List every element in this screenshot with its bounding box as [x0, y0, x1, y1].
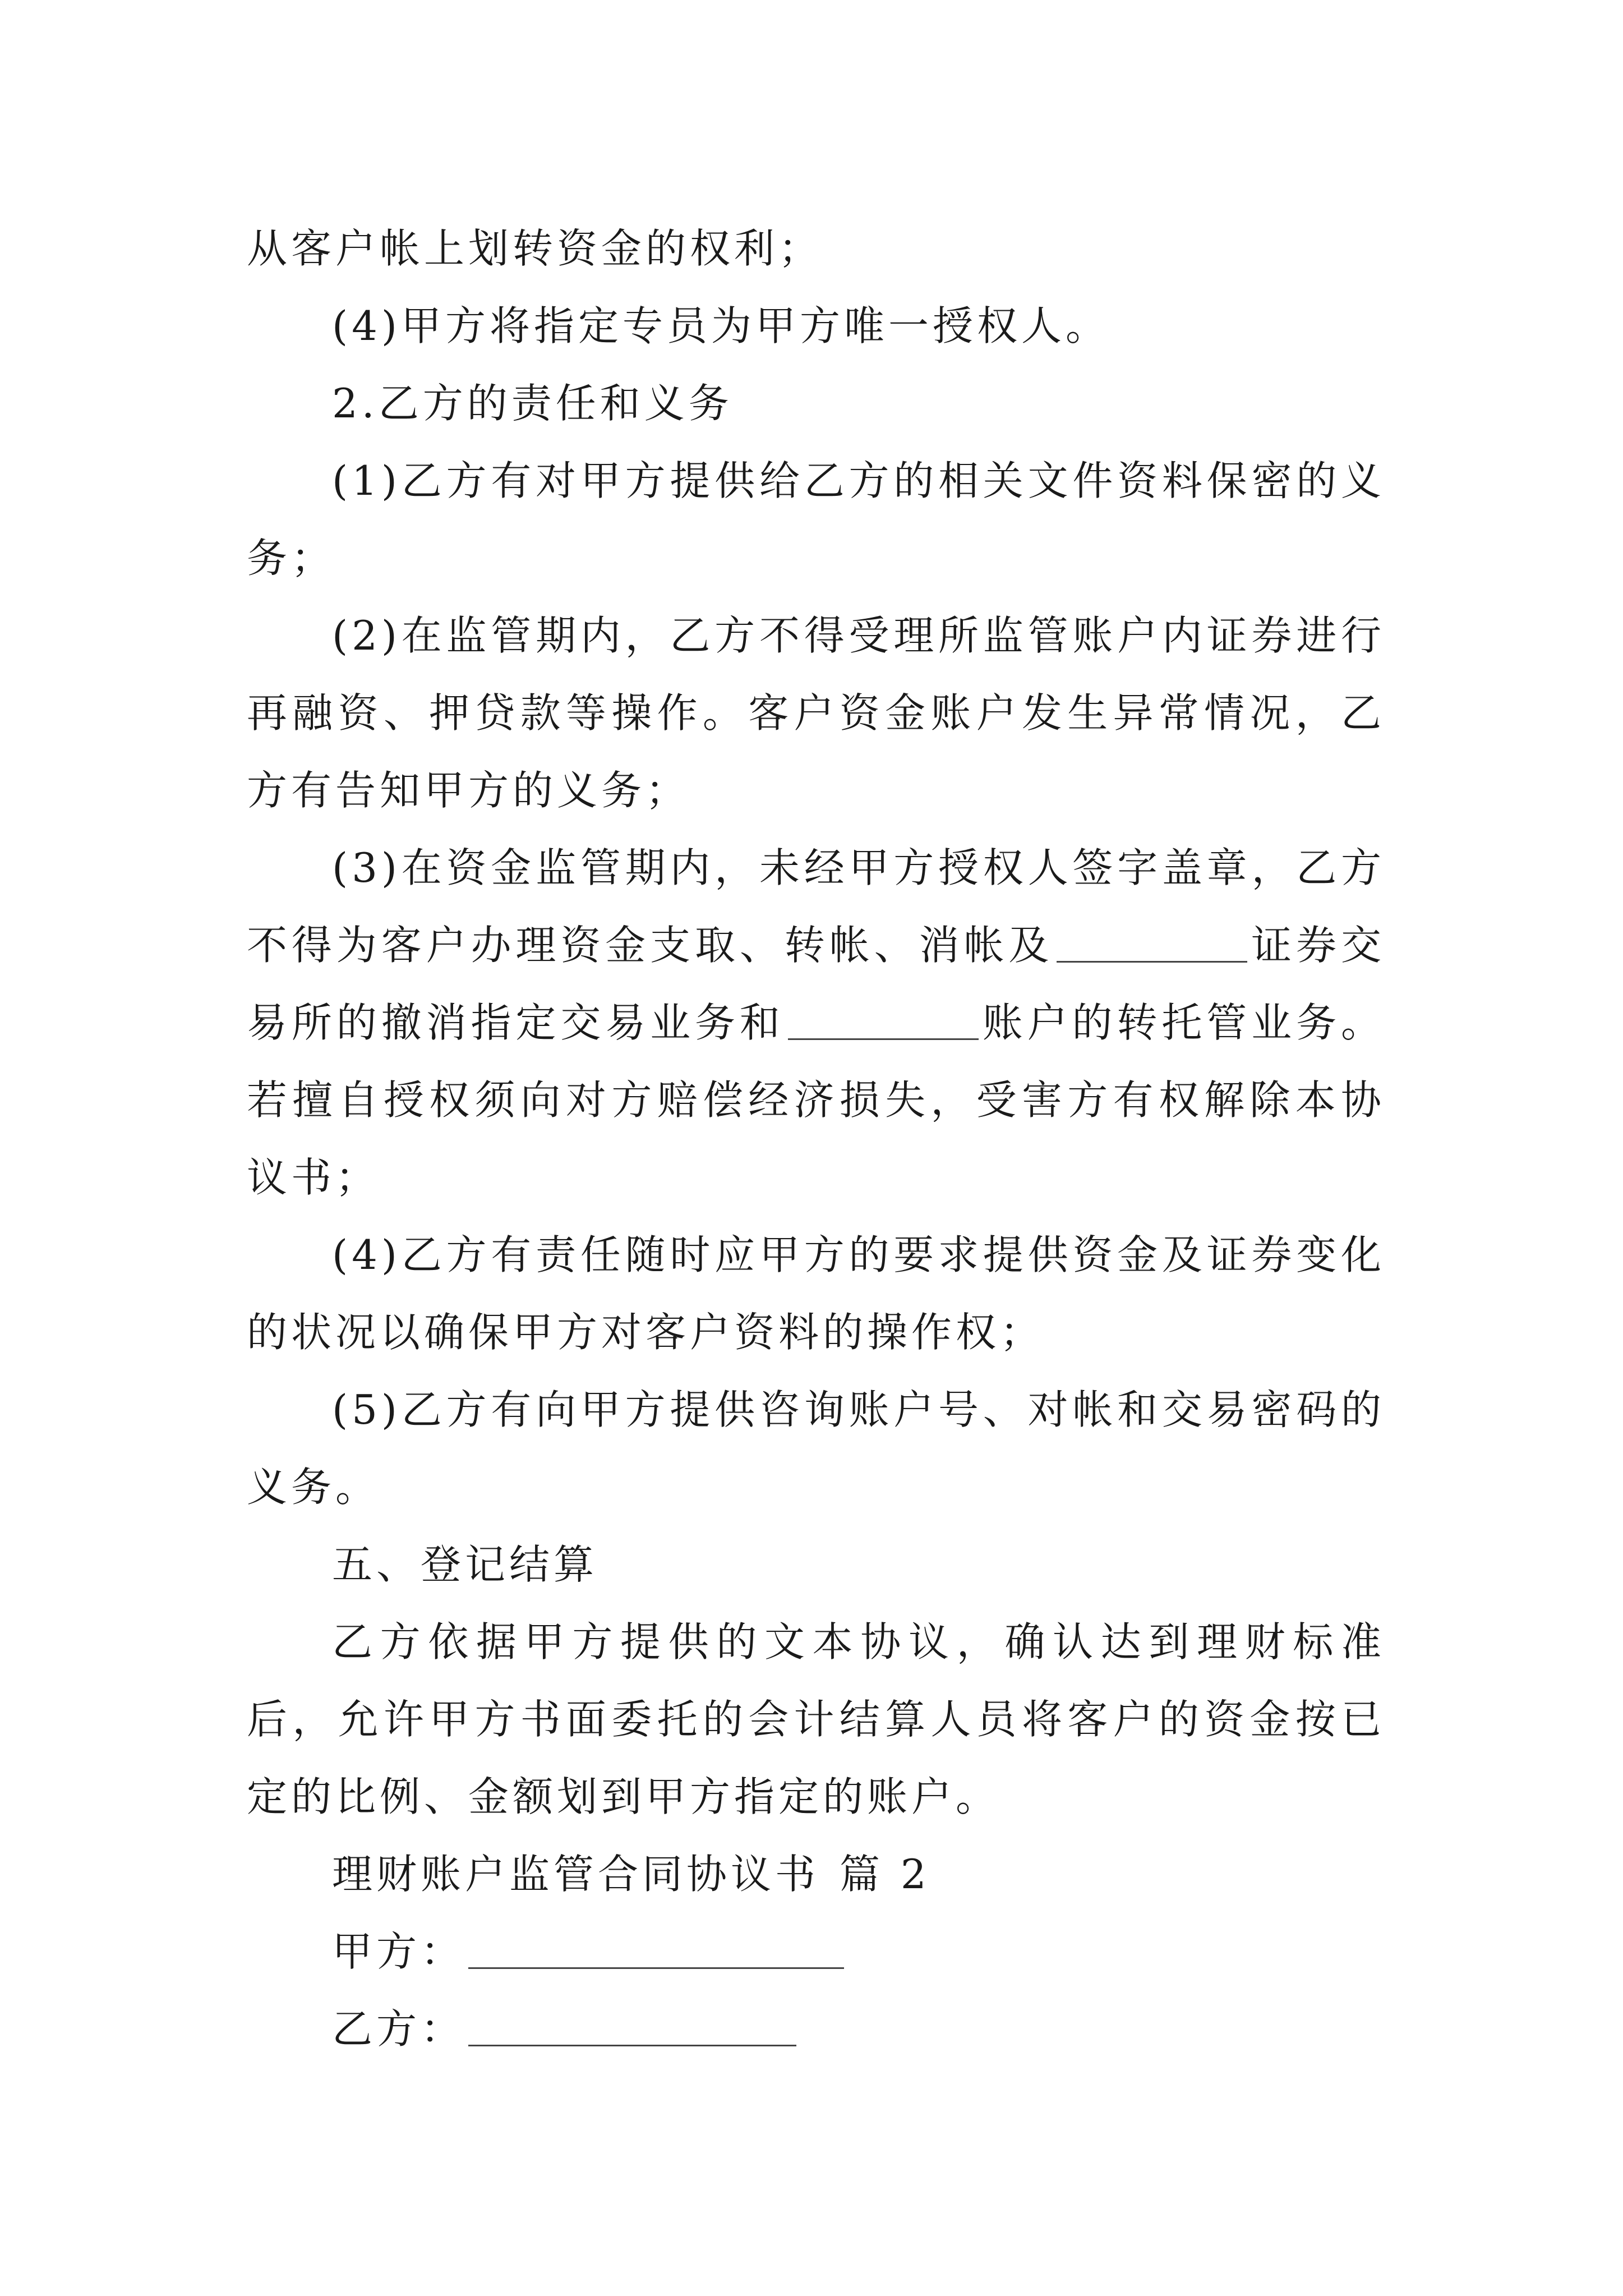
party-a-line: [247, 1913, 1385, 1990]
paragraph-2: (4)甲方将指定专员为甲方唯一授权人。: [332, 302, 1110, 349]
paragraph-5: (2)在监管期内，乙方不得受理所监管账户内证券进行再融资、押贷款等操作。客户资金账户发生异常情况，乙方有告知甲方的义务；: [247, 612, 1385, 814]
paragraph-10: 乙方依据甲方提供的文本协议，确认达到理财标准后，允许甲方书面委托的会计结算人员将客户的资金按已定的比例、金额划到甲方指定的账户。: [247, 1618, 1385, 1820]
contract-title-suffix: 篇 2: [840, 1851, 930, 1898]
contract-title: [247, 1835, 1385, 1913]
party-b-line: [247, 1990, 1385, 2068]
paragraph-1: 从客户帐上划转资金的权利；: [247, 225, 823, 272]
party-b-blank: [468, 2004, 796, 2046]
contract-title-text: 理财账户监管合同协议书: [332, 1851, 820, 1898]
party-b-label: 乙方：: [332, 2005, 465, 2053]
fill-in-blank-account: [788, 998, 979, 1040]
paragraph-8: (5)乙方有向甲方提供咨询账户号、对帐和交易密码的义务。: [247, 1386, 1385, 1511]
party-a-blank: [468, 1927, 844, 1969]
fill-in-blank-exchange: [1057, 921, 1247, 963]
paragraph-6-part-2: 证券交易所的撤消指定交易业务和: [247, 922, 1385, 1046]
section-heading-party-b-duties: 2.乙方的责任和义务: [332, 380, 733, 427]
paragraph-6: [247, 829, 1385, 1216]
party-a-label: 甲方：: [332, 1928, 465, 1975]
paragraph-6-part-3: 账户的转托管业务。若擅自授权须向对方赔偿经济损失，受害方有权解除本协议书；: [247, 999, 1385, 1201]
document-body: [247, 210, 1385, 2068]
paragraph-7: (4)乙方有责任随时应甲方的要求提供资金及证券变化的状况以确保甲方对客户资料的操作权；: [247, 1231, 1385, 1356]
section-heading-settlement: 五、登记结算: [332, 1541, 598, 1588]
paragraph-4: (1)乙方有对甲方提供给乙方的相关文件资料保密的义务；: [247, 457, 1385, 582]
paragraph-6-part-1: (3)在资金监管期内，未经甲方授权人签字盖章，乙方不得为客户办理资金支取、转帐、消帐及: [247, 844, 1385, 969]
